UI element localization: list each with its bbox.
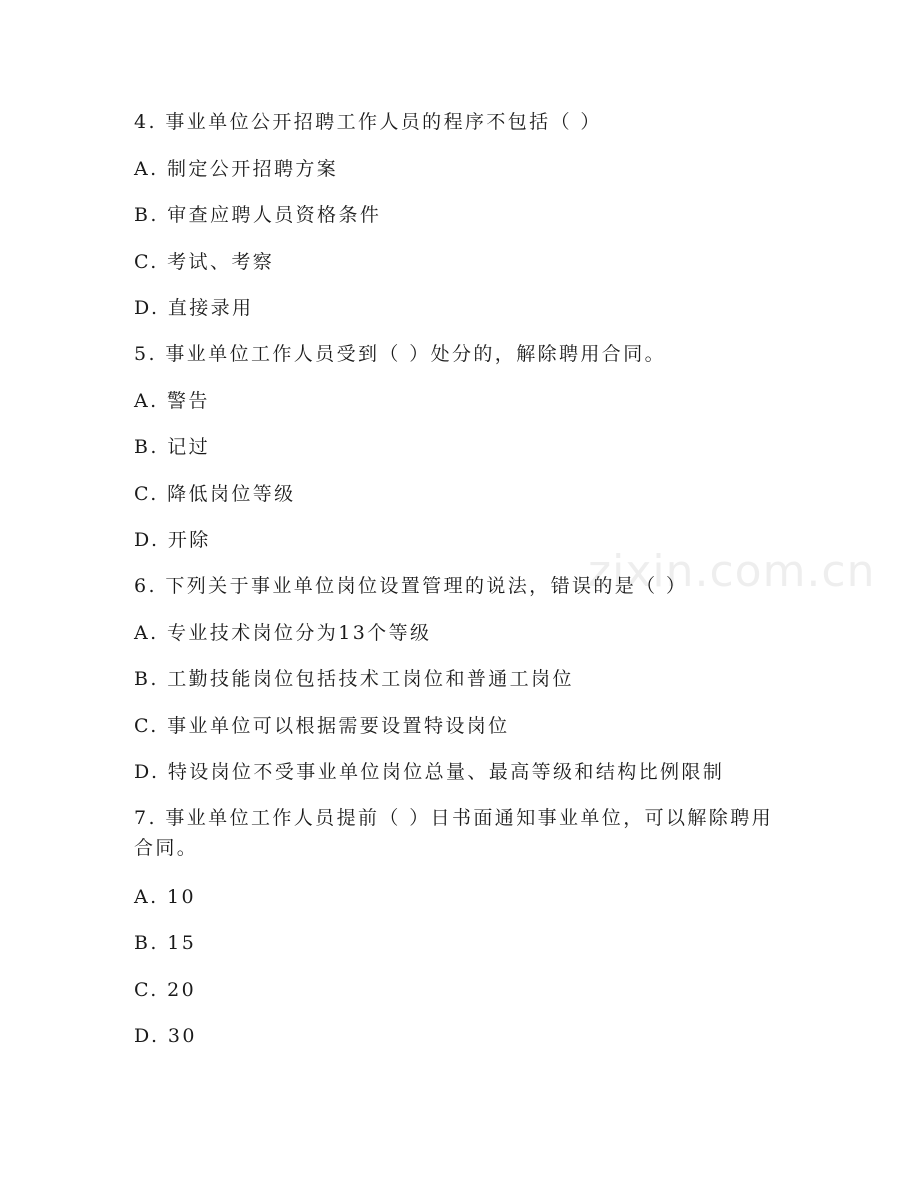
question-7-option-b: B. 15: [134, 932, 197, 954]
question-5-option-d: D. 开除: [134, 529, 211, 551]
question-7-stem: 7. 事业单位工作人员提前（ ）日书面通知事业单位，可以解除聘用合同。: [134, 807, 774, 859]
question-7-option-d: D. 30: [134, 1025, 197, 1047]
watermark: zixin.com.cn: [588, 546, 876, 597]
question-5-option-b: B. 记过: [134, 436, 211, 458]
question-6-option-b: B. 工勤技能岗位包括技术工岗位和普通工岗位: [134, 668, 574, 690]
question-7-option-a: A. 10: [134, 886, 196, 908]
question-6-option-c: C. 事业单位可以根据需要设置特设岗位: [134, 715, 510, 737]
question-6-stem: 6. 下列关于事业单位岗位设置管理的说法，错误的是（ ）: [134, 575, 688, 597]
question-5-stem: 5. 事业单位工作人员受到（ ）处分的，解除聘用合同。: [134, 343, 667, 365]
question-4-option-a: A. 制定公开招聘方案: [134, 158, 339, 180]
question-6-option-d: D. 特设岗位不受事业单位岗位总量、最高等级和结构比例限制: [134, 761, 725, 783]
question-4-option-d: D. 直接录用: [134, 297, 254, 319]
question-4-option-b: B. 审查应聘人员资格条件: [134, 204, 382, 226]
question-7-option-c: C. 20: [134, 979, 197, 1001]
question-6-option-a: A. 专业技术岗位分为13个等级: [134, 622, 432, 644]
question-5-option-a: A. 警告: [134, 390, 210, 412]
question-5-option-c: C. 降低岗位等级: [134, 483, 296, 505]
question-4-stem: 4. 事业单位公开招聘工作人员的程序不包括（ ）: [134, 111, 602, 133]
question-4-option-c: C. 考试、考察: [134, 251, 275, 273]
